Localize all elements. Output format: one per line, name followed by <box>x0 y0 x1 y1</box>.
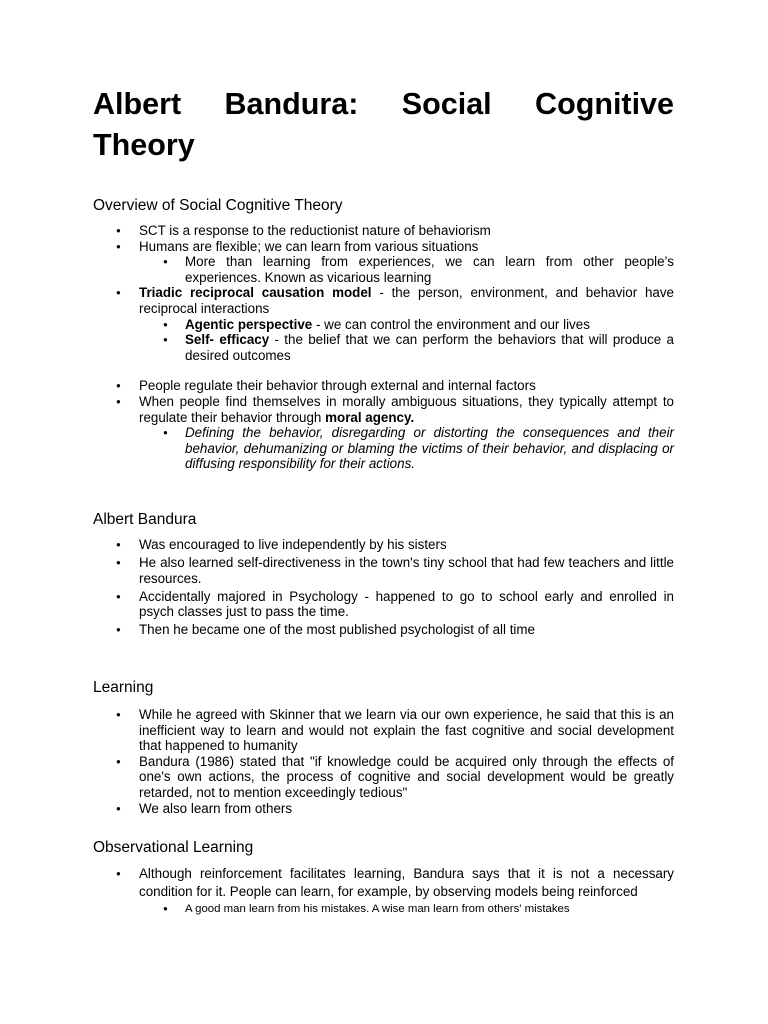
list-item: ● More than learning from experiences, we can learn from other people’s experiences. Known as vicarious learning <box>93 254 674 285</box>
list-item: ● SCT is a response to the reductionist nature of behaviorism <box>93 223 674 239</box>
list-item: ● Humans are flexible; we can learn from various situations ● More than learning from experiences, we can learn from other people’s experiences. Known as vicarious learning <box>93 239 674 286</box>
list-item: ● Defining the behavior, disregarding or distorting the consequences and their behavior, dehumanizing or blaming the victims of their behavior, and displacing or diffusing responsibility for their actions. <box>93 425 674 472</box>
list-item: ● Accidentally majored in Psychology - happened to go to school early and enrolled in psych classes just to pass the time. <box>93 589 674 620</box>
list-item: ● Agentic perspective - we can control the environment and our lives <box>93 317 674 333</box>
list-item: ● Bandura (1986) stated that "if knowledge could be acquired only through the effects of one's own actions, the process of cognitive and social development would be greatly retarded, not to mention exceedingly tedious" <box>93 754 674 801</box>
list-item: ● He also learned self-directiveness in the town's tiny school that had few teachers and little resources. <box>93 555 674 586</box>
page-title: Albert Bandura: Social Cognitive Theory <box>93 87 674 162</box>
list-item: ● Was encouraged to live independently by his sisters <box>93 537 674 553</box>
list-item: ● Self- efficacy - the belief that we can perform the behaviors that will produce a desired outcomes <box>93 332 674 363</box>
observational-list <box>93 865 674 917</box>
section-heading-learning: Learning <box>93 678 154 696</box>
sub-list <box>93 425 674 472</box>
sub-list <box>93 901 674 917</box>
section-heading-overview: Overview of Social Cognitive Theory <box>93 197 343 214</box>
bandura-list <box>93 537 674 638</box>
list-item: ● When people find themselves in morally ambiguous situations, they typically attempt to regulate their behavior through moral agency. ● Defining the behavior, disregarding or distorting the consequences and their behavior, dehumanizing or blaming the victims of their behavior, and displacing or diffusing responsibility for their actions. <box>93 394 674 472</box>
list-item: ● Triadic reciprocal causation model - the person, environment, and behavior have reciprocal interactions ● Agentic perspective - we can control the environment and our lives ● Self- efficacy - the belief that we can perform the behaviors that will produce a desired outcomes <box>93 285 674 363</box>
section-heading-observational-learning: Observational Learning <box>93 839 254 857</box>
list-item: ● We also learn from others <box>93 801 674 817</box>
list-item: ● A good man learn from his mistakes. A wise man learn from others' mistakes <box>93 901 674 917</box>
learning-list <box>93 707 674 816</box>
sub-list <box>93 317 674 364</box>
list-item: ● While he agreed with Skinner that we learn via our own experience, he said that this is an inefficient way to learn and would not explain the fast cognitive and social development that happened to humanity <box>93 707 674 754</box>
overview-list <box>93 223 674 472</box>
list-item: ● People regulate their behavior through external and internal factors <box>93 378 674 394</box>
list-item: ● Although reinforcement facilitates learning, Bandura says that it is not a necessary condition for it. People can learn, for example, by observing models being reinforced ● A good man learn from his mistakes. A wise man learn from others' mistakes <box>93 865 674 917</box>
sub-list <box>93 254 674 285</box>
section-heading-albert-bandura: Albert Bandura <box>93 510 197 528</box>
list-item: ● Then he became one of the most published psychologist of all time <box>93 622 674 638</box>
